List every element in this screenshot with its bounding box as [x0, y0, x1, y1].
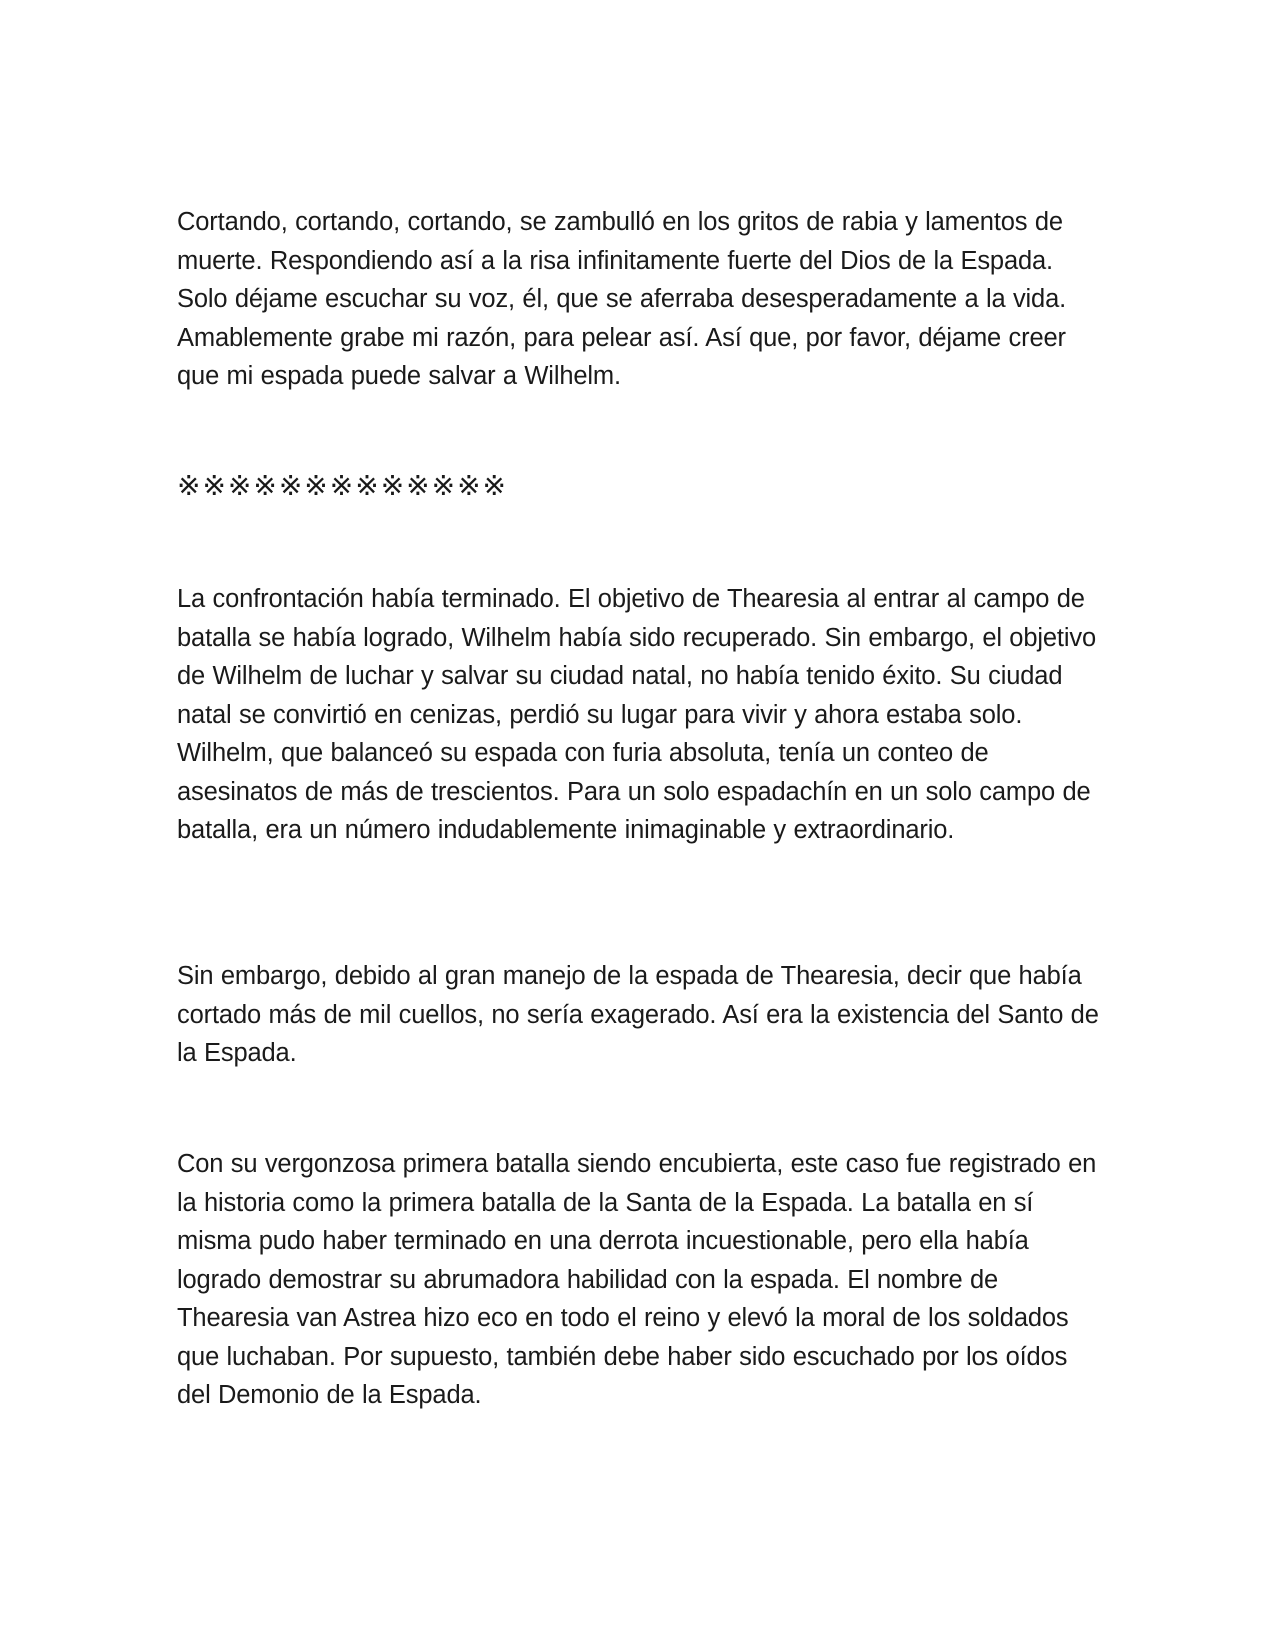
paragraph-4: Con su vergonzosa primera batalla siendo encubierta, este caso fue registrado en la historia como la primera batalla de la Santa de la Espada. La batalla en sí misma pudo haber terminado en una derrota incuestionable, pero ella había logrado demostrar su abrumadora habilidad con la espada. El nombre de Thearesia van Astrea hizo eco en todo el reino y elevó la moral de los soldados que luchaban. Por supuesto, también debe haber sido escuchado por los oídos del Demonio de la Espada. — [177, 1150, 1097, 1409]
section-separator: ※※※※※※※※※※※※※ — [177, 470, 508, 501]
paragraph-3: Sin embargo, debido al gran manejo de la espada de Thearesia, decir que había cortado más de mil cuellos, no sería exagerado. Así era la existencia del Santo de la Espada. — [177, 962, 1099, 1067]
paragraph-1: Cortando, cortando, cortando, se zambulló en los gritos de rabia y lamentos de muerte. Respondiendo así a la risa infinitamente fuerte del Dios de la Espada. Solo déjame escuchar su voz, él, que se aferraba desesperadamente a la vida. Amablemente grabe mi razón, para pelear así. Así que, por favor, déjame creer que mi espada puede salvar a Wilhelm. — [177, 208, 1067, 390]
paragraph-2: La confrontación había terminado. El objetivo de Thearesia al entrar al campo de batalla se había logrado, Wilhelm había sido recuperado. Sin embargo, el objetivo de Wilhelm de luchar y salvar su ciudad natal, no había tenido éxito. Su ciudad natal se convirtió en cenizas, perdió su lugar para vivir y ahora estaba solo. Wilhelm, que balanceó su espada con furia absoluta, tenía un conteo de asesinatos de más de trescientos. Para un solo espadachín en un solo campo de batalla, era un número indudablemente inimaginable y extraordinario. — [177, 585, 1096, 844]
